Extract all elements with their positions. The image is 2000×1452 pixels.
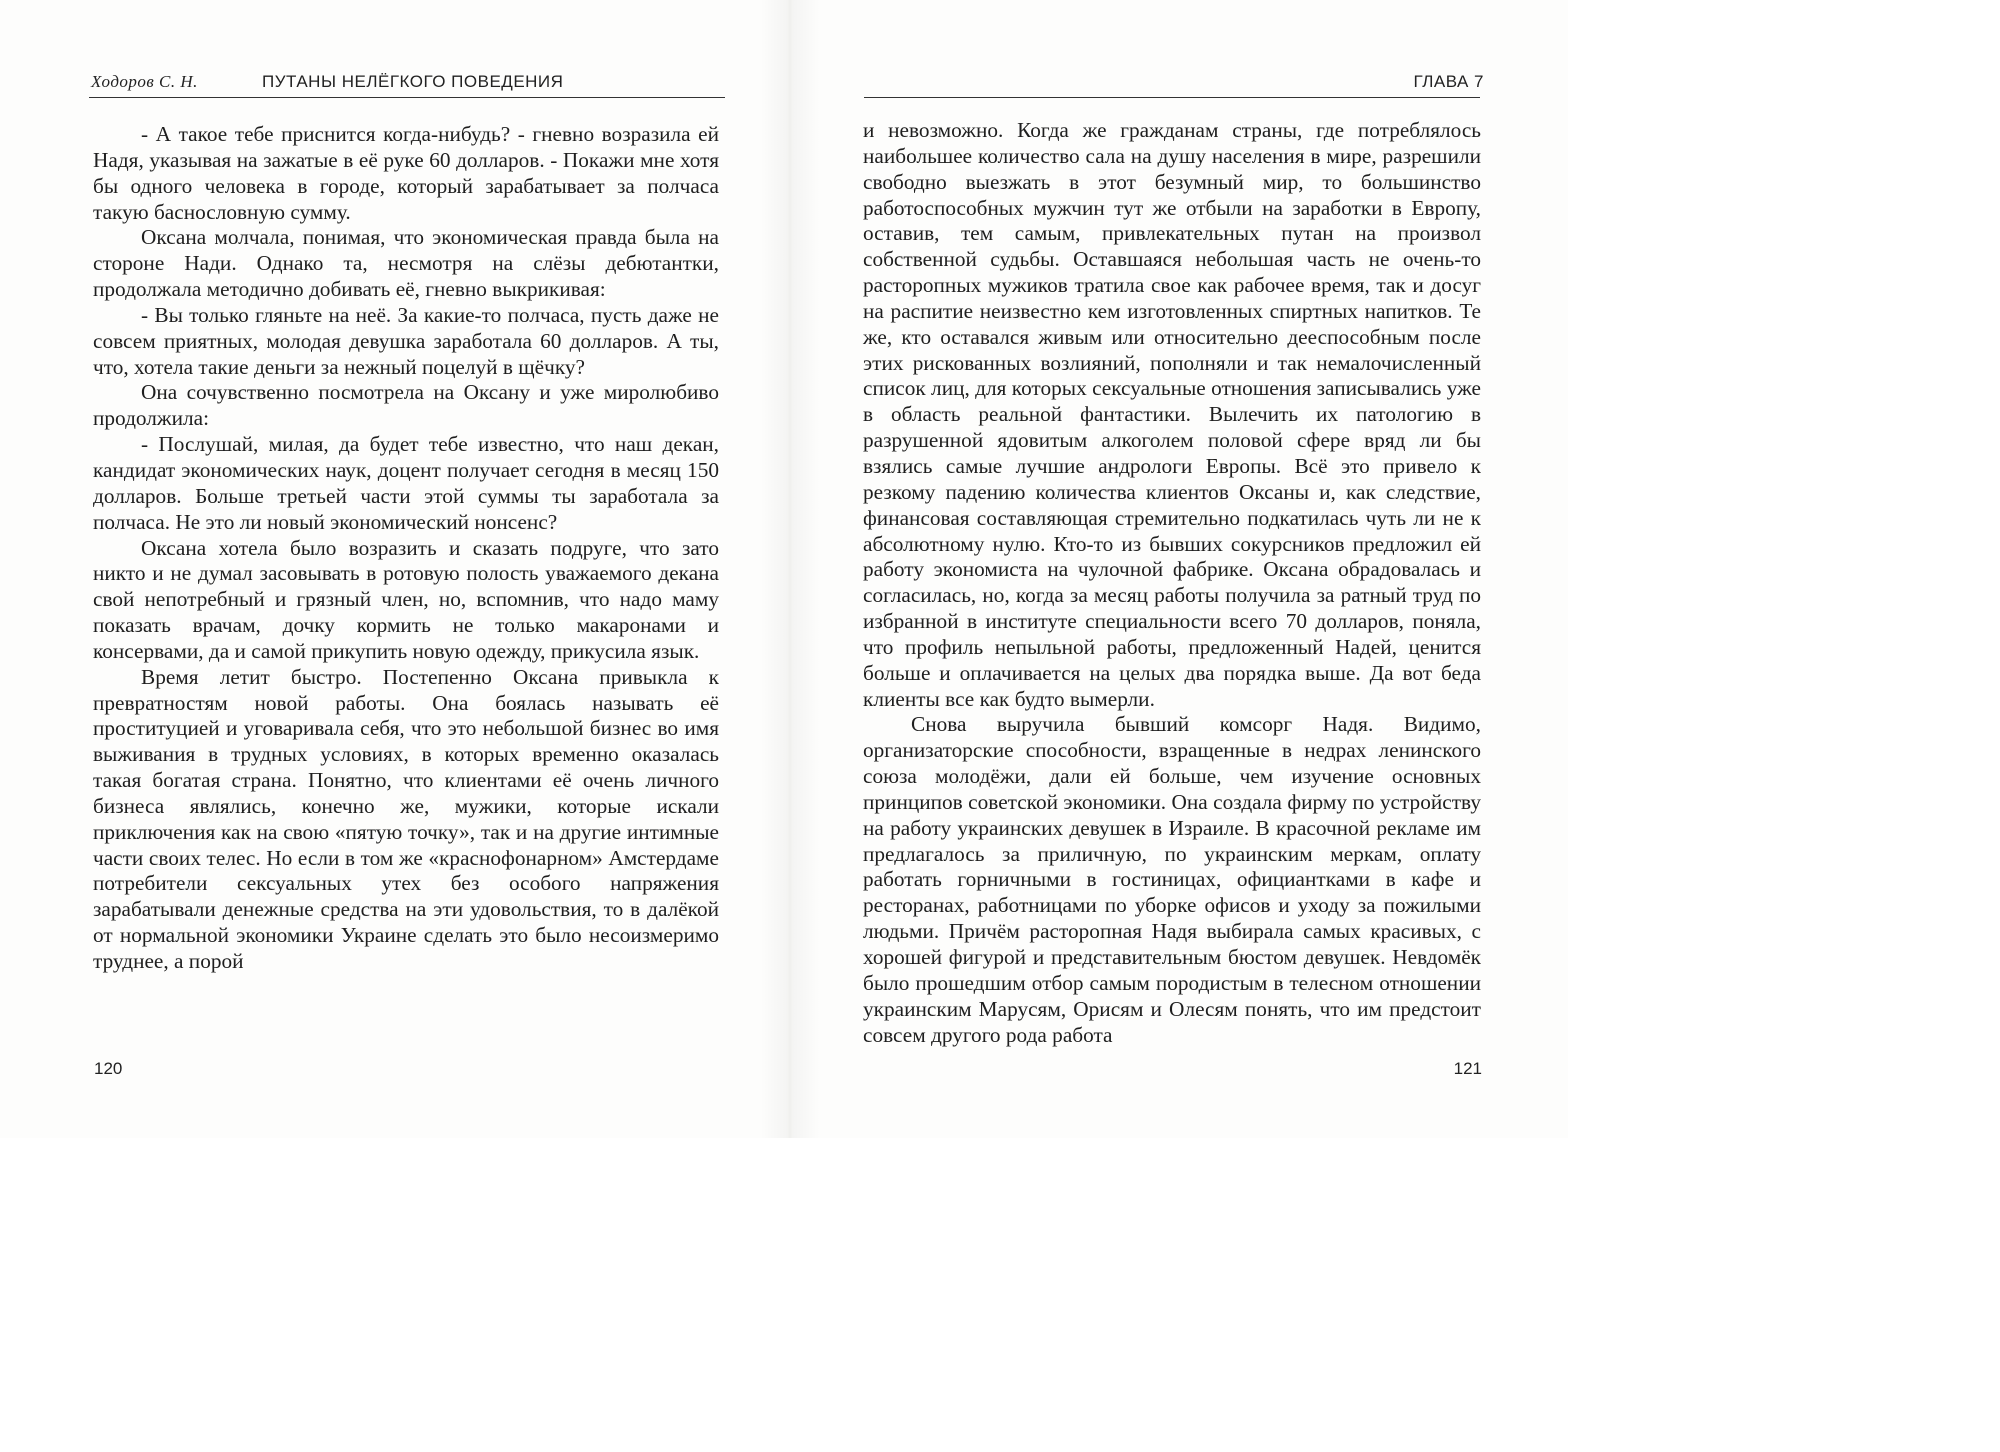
paragraph: Она сочувственно посмотрела на Оксану и уже миролюбиво продолжила: (93, 380, 719, 431)
left-page (0, 0, 784, 1138)
header-rule (89, 97, 725, 98)
paragraph: - Послушай, милая, да будет тебе известно, что наш декан, кандидат экономических наук, доцент получает сегодня в месяц 150 долларов. Больше третьей части этой суммы ты заработала за полчаса. Не это ли новый экономический нонсенс? (93, 432, 719, 534)
right-body-text (863, 118, 1481, 1048)
page-number: 120 (94, 1059, 123, 1078)
paragraph: - Вы только гляньте на неё. За какие-то полчаса, пусть даже не совсем приятных, молодая девушка заработала 60 долларов. А ты, что, хотела такие деньги за нежный поцелуй в щёчку? (93, 302, 719, 379)
running-head-book-title: ПУТАНЫ НЕЛЁГКОГО ПОВЕДЕНИЯ (262, 72, 564, 91)
left-body-text (93, 122, 719, 975)
paragraph: и невозможно. Когда же гражданам страны, где потреблялось наибольшее количество сала на душу населения в мире, разрешили свободно выезжать в этот безумный мир, то большинство работоспособных мужчин тут же отбыли на заработки в Европу, оставив, тем самым, привлекательных путан на произвол собственной судьбы. Оставшаяся небольшая часть не очень-то расторопных мужиков тратила свое как рабочее время, так и досуг на распитие неизвестно кем изготовленных спиртных напитков. Те же, кто оставался живым или относительно дееспособным после этих рискованных возлияний, пополняли и так немалочисленный список лиц, для которых сексуальные отношения записывались уже в область реальной фантастики. Вылечить их патологию в разрушенной ядовитым алкоголем половой сфере вряд ли бы взялись самые лучшие андрологи Европы. Всё это привело к резкому падению количества клиентов Оксаны и, как следствие, финансовая составляющая стремительно подкатилась чуть ли не к абсолютному нулю. Кто-то из бывших сокурсников предложил ей работу экономиста на чулочной фабрике. Оксана обрадовалась и согласилась, но, когда за месяц работы получила за ратный труд по избранной в институте специальности всего 70 долларов, поняла, что профиль непыльной работы, предложенный Надей, ценится больше и оплачивается на целых два порядка выше. Да вот беда клиенты все как будто вымерли. (863, 118, 1481, 711)
page-number: 121 (1453, 1059, 1482, 1078)
paragraph: Оксана хотела было возразить и сказать подруге, что зато никто и не думал засовывать в ротовую полость уважаемого декана свой непотребный и грязный член, но, вспомнив, что надо маму показать врачам, дочку кормить не только макаронами и консервами, да и самой прикупить новую одежду, прикусила язык. (93, 535, 719, 663)
header-rule (864, 97, 1480, 98)
running-head-author: Ходоров С. Н. (91, 72, 198, 91)
running-head-chapter: ГЛАВА 7 (1413, 72, 1484, 91)
paragraph: - А такое тебе приснится когда-нибудь? - гневно возразила ей Надя, указывая на зажатые в её руке 60 долларов. - Покажи мне хотя бы одного человека в городе, который зарабатывает за полчаса такую баснословную сумму. (93, 122, 719, 224)
paragraph: Снова выручила бывший комсорг Надя. Видимо, организаторские способности, взращенные в недрах ленинского союза молодёжи, дали ей больше, чем изучение основных принципов советской экономики. Она создала фирму по устройству на работу украинских девушек в Израиле. В красочной рекламе им предлагалось за приличную, по украинским меркам, оплату работать горничными в гостиницах, официантками в кафе и ресторанах, работницами по уборке офисов и уходу за пожилыми людьми. Причём расторопная Надя выбирала самых красивых, с хорошей фигурой и представительным бюстом девушек. Невдомёк было прошедшим отбор самым породистым в телесном отношении украинским Марусям, Орисям и Олесям понять, что им предстоит совсем другого рода работа (863, 712, 1481, 1047)
right-page (784, 0, 1568, 1138)
paragraph: Время летит быстро. Постепенно Оксана привыкла к превратностям новой работы. Она боялась называть её проституцией и уговаривала себя, что это небольшой бизнес во имя выживания в трудных условиях, в которых временно оказалась такая богатая страна. Понятно, что клиентами её очень личного бизнеса являлись, конечно же, мужики, которые искали приключения как на свою «пятую точку», так и на другие интимные части своих телес. Но если в том же «краснофонарном» Амстердаме потребители сексуальных утех без особого напряжения зарабатывали денежные средства на эти удовольствия, то в далёкой от нормальной экономики Украине сделать это было несоизмеримо труднее, а порой (93, 664, 719, 973)
paragraph: Оксана молчала, понимая, что экономическая правда была на стороне Нади. Однако та, несмотря на слёзы дебютантки, продолжала методично добивать её, гневно выкрикивая: (93, 225, 719, 302)
